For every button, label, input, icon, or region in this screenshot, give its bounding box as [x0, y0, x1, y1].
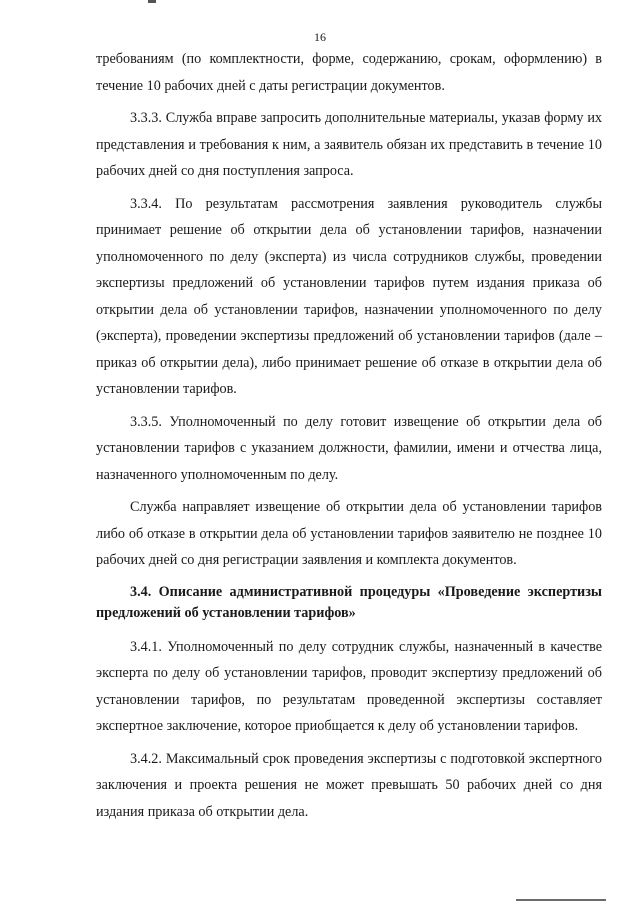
page-number: 16: [314, 30, 326, 44]
section-heading-3-4: 3.4. Описание административной процедуры «Проведение экспертизы предложений об установлении тарифов»: [96, 583, 602, 621]
paragraph-continuation: требованиям (по комплектности, форме, содержанию, срокам, оформлению) в течение 10 рабочих дней с даты регистрации документов.: [96, 51, 602, 94]
scan-mark: [148, 0, 156, 3]
paragraph-3-4-1: 3.4.1. Уполномоченный по делу сотрудник службы, назначенный в качестве эксперта по делу об установлении тарифов, проводит экспертизу предложений об установлении тарифов, по результатам проведенной экспертизы составляет экспертное заключение, которое приобщается к делу об установлении тарифов.: [96, 638, 602, 734]
paragraph-3-3-5: 3.3.5. Уполномоченный по делу готовит извещение об открытии дела об установлении тарифов с указанием должности, фамилии, имени и отчества лица, назначенного уполномоченным по делу.: [96, 413, 602, 483]
paragraph-3-3-4: 3.3.4. По результатам рассмотрения заявления руководитель службы принимает решение об открытии дела об установлении тарифов, назначении уполномоченного по делу (эксперта) из числа сотрудников службы, проведении экспертизы предложений об установлении тарифов путем издания приказа об открытии дела об установлении тарифов, назначении уполномоченного по делу (эксперта), проведении экспертизы предложений об установлении тарифов (дале – приказ об открытии дела), либо принимает решение об отказе в открытии дела об установлении тарифов.: [96, 195, 602, 397]
document-body: [96, 46, 602, 825]
paragraph-3-4-2: 3.4.2. Максимальный срок проведения экспертизы с подготовкой экспертного заключения и проекта решения не может превышать 50 рабочих дней со дня издания приказа об открытии дела.: [96, 750, 602, 820]
paragraph-service-sends: Служба направляет извещение об открытии дела об установлении тарифов либо об отказе в открытии дела об установлении тарифов заявителю не позднее 10 рабочих дней со дня регистрации заявления и комплекта документов.: [96, 499, 602, 568]
paragraph-3-3-3: 3.3.3. Служба вправе запросить дополнительные материалы, указав форму их представления и требования к ним, а заявитель обязан их представить в течение 10 рабочих дней со дня поступления запроса.: [96, 110, 602, 179]
scan-edge-mark: [516, 899, 606, 901]
